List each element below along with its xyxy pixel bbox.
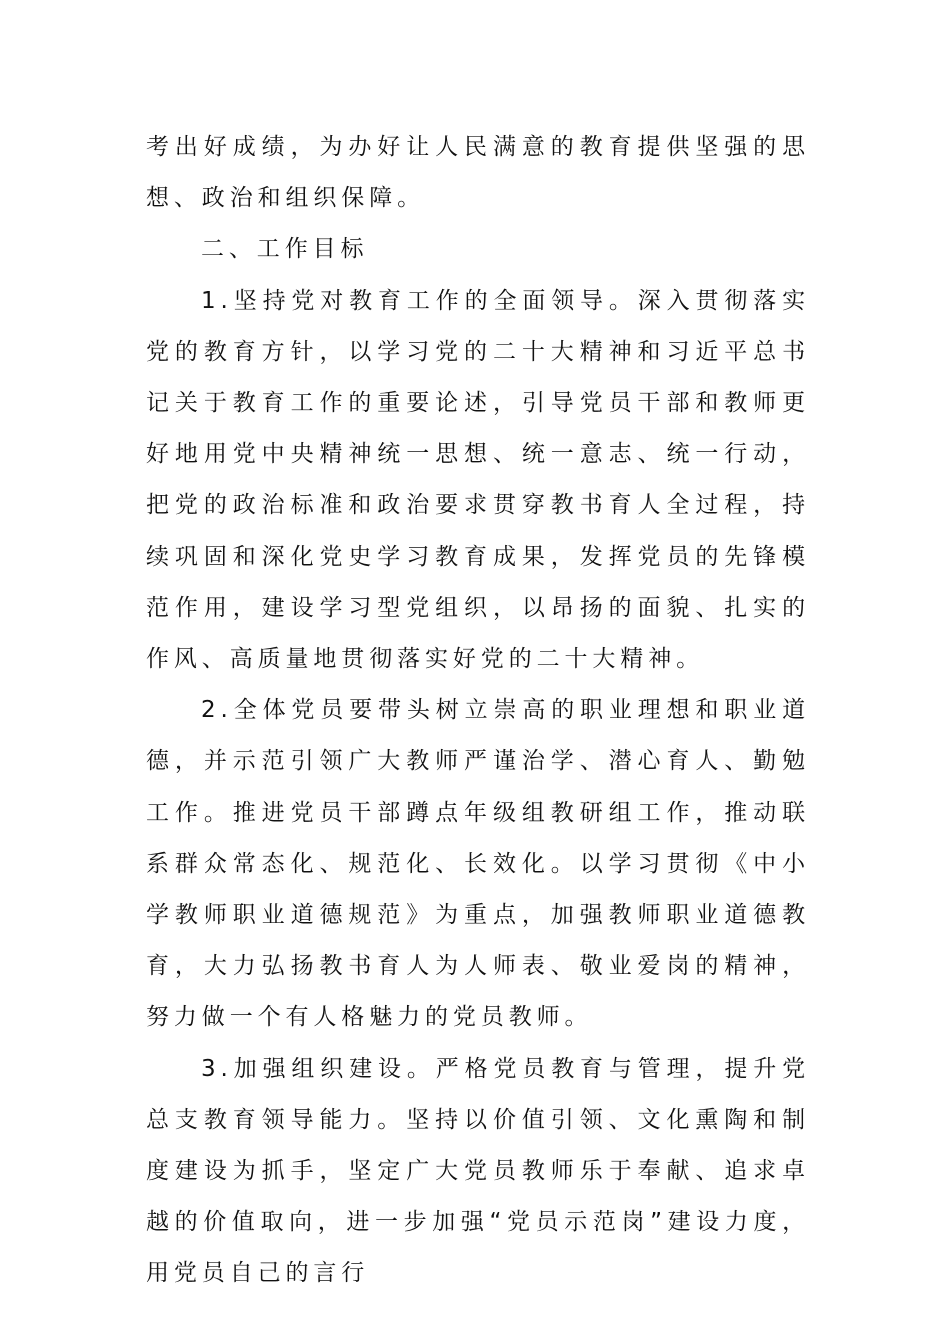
section-heading-work-goals: 二、工作目标: [201, 236, 369, 263]
paragraph-intro-continuation: 考出好成绩，为办好让人民满意的教育提供坚强的思想、政治和组织保障。: [146, 134, 810, 212]
paragraph-goal-3: 3.加强组织建设。严格党员教育与管理，提升党总支教育领导能力。坚持以价值引领、文化熏陶和制度建设为抓手，坚定广大党员教师乐于奉献、追求卓越的价值取向，进一步加强“党员示范岗”建设力度，用党员自己的言行: [146, 1055, 810, 1287]
paragraph-goal-1: 1.坚持党对教育工作的全面领导。深入贯彻落实党的教育方针，以学习党的二十大精神和习近平总书记关于教育工作的重要论述，引导党员干部和教师更好地用党中央精神统一思想、统一意志、统一行动，把党的政治标准和政治要求贯穿教书育人全过程，持续巩固和深化党史学习教育成果，发挥党员的先锋模范作用，建设学习型党组织，以昂扬的面貌、扎实的作风、高质量地贯彻落实好党的二十大精神。: [146, 287, 810, 673]
paragraph-goal-2: 2.全体党员要带头树立崇高的职业理想和职业道德，并示范引领广大教师严谨治学、潜心育人、勤勉工作。推进党员干部蹲点年级组教研组工作，推动联系群众常态化、规范化、长效化。以学习贯彻《中小学教师职业道德规范》为重点，加强教师职业道德教育，大力弘扬教书育人为人师表、敬业爱岗的精神，努力做一个有人格魅力的党员教师。: [146, 697, 810, 1031]
document-body: [146, 122, 810, 1300]
